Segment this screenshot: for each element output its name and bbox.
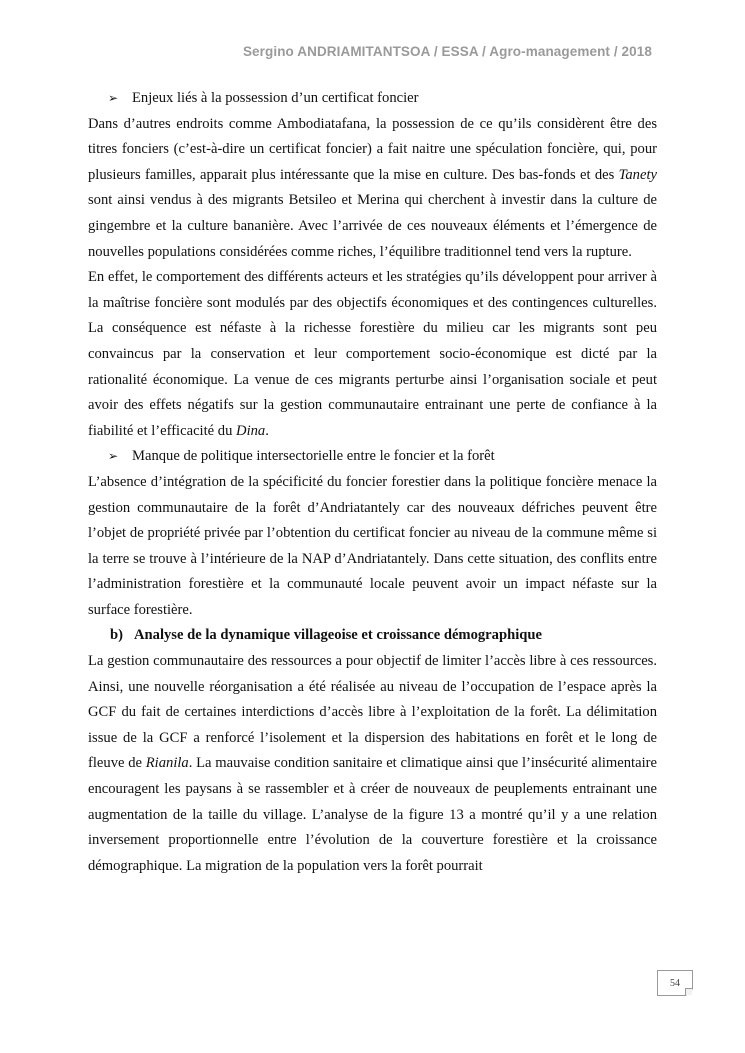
paragraph-text: sont ainsi vendus à des migrants Betsileo et Merina qui cherchent à investir dans la culture de gingembre et la culture bananière. Avec l’arrivée de ces nouveaux éléments et l’émergence de nouvelles populations considérées comme riches, l’équilibre traditionnel tend vers la rupture. (88, 192, 657, 260)
bullet-heading-text: Manque de politique intersectorielle entre le foncier et la forêt (132, 448, 495, 465)
section-label: b) (110, 627, 123, 644)
bullet-heading-text: Enjeux liés à la possession d’un certificat foncier (132, 90, 419, 106)
paragraph-text: En effet, le comportement des différents acteurs et les stratégies qu’ils développent pour arriver à la maîtrise foncière sont modulés par des objectifs économiques et des contingences culturelles. La conséquence est néfaste à la richesse forestière du milieu car les migrants sont peu convaincus par la conservation et leur comportement socio-économique est dicté par la rationalité économique. La venue de ces migrants perturbe ainsi l’organisation sociale et peut avoir des effets négatifs sur la gestion communautaire entrainant une perte de confiance à la fiabilité et l’efficacité du (88, 269, 657, 439)
paragraph-text: Dans d’autres endroits comme Ambodiatafana, la possession de ce qu’ils considèrent être des titres fonciers (c’est-à-dire un certificat foncier) a fait naitre une spéculation foncière, qui, pour plusieurs familles, apparait plus intéressante que la mise en culture. Des bas-fonds et des (88, 115, 657, 183)
paragraph-text: . La mauvaise condition sanitaire et climatique ainsi que l’insécurité alimentaire encouragent les paysans à se rassembler et à créer de nouveaux de peuplements entrainant une augmentation de la taille du village. L’analyse de la figure 13 a montré qu’il y a une relation inversement proportionnelle entre l’évolution de la couverture forestière et la croissance démographique. La migration de la population vers la forêt pourrait (88, 755, 657, 874)
page-number-box (657, 970, 693, 996)
page-body (88, 86, 657, 879)
section-heading-text: Analyse de la dynamique villageoise et croissance démographique (134, 627, 542, 644)
paragraph-integration: L’absence d’intégration de la spécificité du foncier forestier dans la politique foncière menace la gestion communautaire de la forêt d’Andriatantely car des nouveaux défriches peuvent être l’objet de propriété privée par l’obtention du certificat foncier au niveau de la commune même si la terre se trouve à l’intérieure de la NAP d’Andriatantely. Dans cette situation, des conflits entre l’administration forestière et la communauté locale peuvent avoir un impact néfaste sur la surface forestière. (88, 473, 657, 618)
paragraph-gestion-communautaire (88, 649, 657, 879)
bullet-heading-politique (88, 444, 657, 470)
arrow-bullet-icon: ➢ (108, 449, 119, 464)
bullet-heading-certificat (88, 86, 657, 112)
italic-term: Tanety (618, 166, 657, 183)
italic-term: Dina (236, 422, 266, 439)
running-header: Sergino ANDRIAMITANTSOA / ESSA / Agro-management / 2018 (242, 44, 652, 59)
paragraph-ambodiatafana (88, 112, 657, 266)
page-number: 54 (670, 977, 680, 989)
paragraph-text: La gestion communautaire des ressources a pour objectif de limiter l’accès libre à ces ressources. Ainsi, une nouvelle réorganisation a été réalisée au niveau de l’occupation de l’espace après la GCF du fait de certaines interdictions d’accès libre à l’exploitation de la forêt. La délimitation issue de la GCF a renforcé l’isolement et la dispersion des habitations en forêt et le long de fleuve de (88, 653, 657, 772)
paragraph-comportement (88, 265, 657, 444)
section-heading-b (88, 623, 657, 649)
paragraph-text: . (265, 422, 269, 439)
page-fold-icon (685, 988, 692, 995)
arrow-bullet-icon: ➢ (108, 91, 119, 105)
italic-term: Rianila (145, 755, 189, 772)
